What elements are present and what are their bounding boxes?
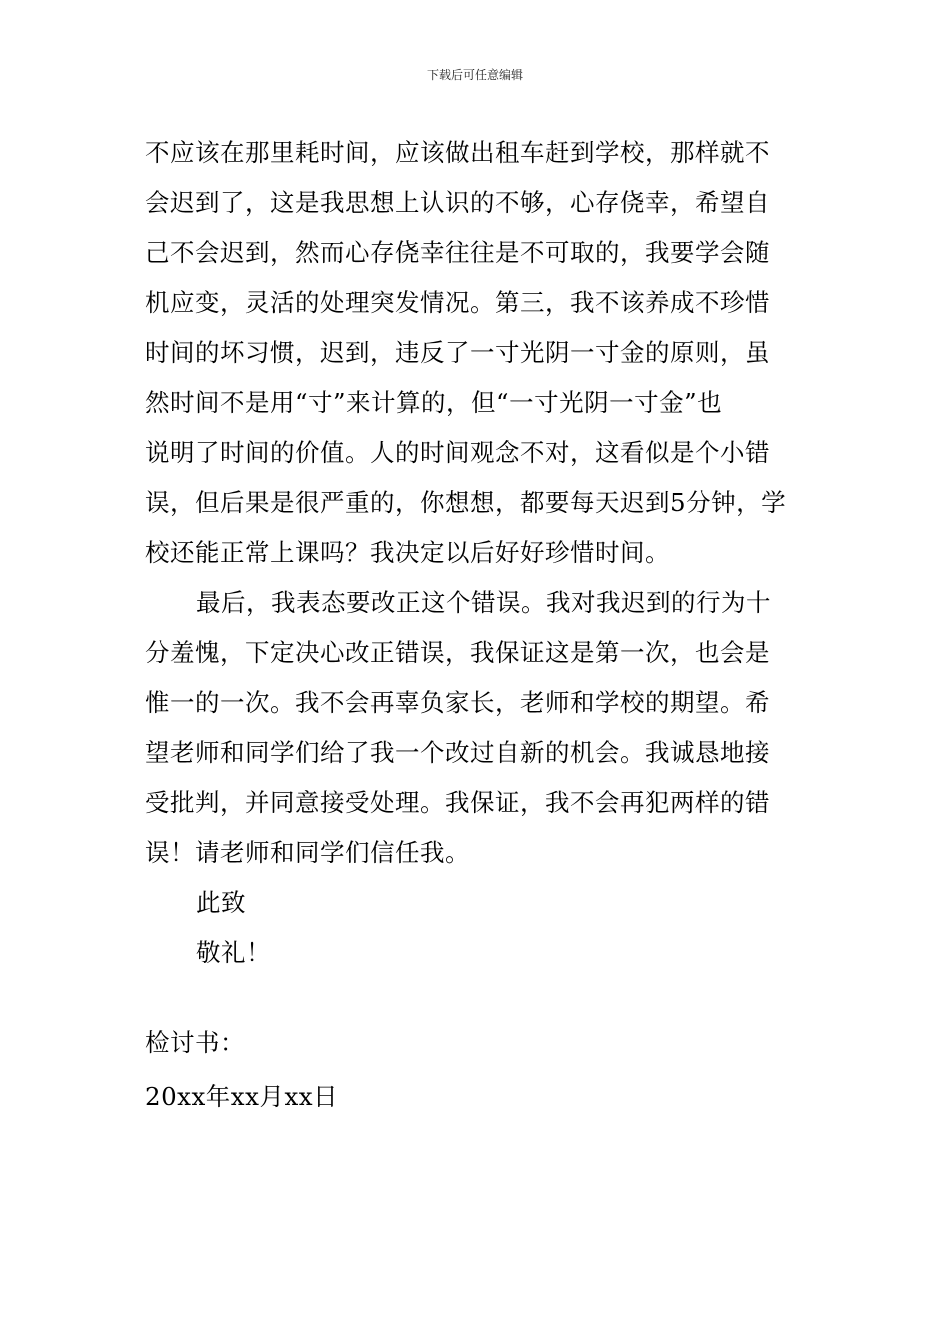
text-line: 时间的坏习惯，迟到，违反了一寸光阴一寸金的原则，虽 (145, 338, 770, 367)
text-line: 己不会迟到，然而心存侥幸往往是不可取的，我要学会随 (145, 238, 770, 267)
text-line: 惟一的一次。我不会再辜负家长，老师和学校的期望。希 (145, 688, 770, 717)
text-line: 会迟到了，这是我思想上认识的不够，心存侥幸，希望自 (145, 188, 770, 217)
text-line: 误！请老师和同学们信任我。 (145, 838, 470, 867)
text-line: 机应变，灵活的处理突发情况。第三，我不该养成不珍惜 (145, 288, 770, 317)
text-line: 不应该在那里耗时间，应该做出租车赶到学校，那样就不 (145, 138, 770, 167)
closing-regards: 敬礼！ (196, 938, 271, 967)
page-header: 下载后可任意编辑 (426, 68, 523, 82)
signature-date: 20xx年xx月xx日 (145, 1082, 339, 1111)
text-line: 校还能正常上课吗？我决定以后好好珍惜时间。 (145, 538, 670, 567)
text-line: 受批判，并同意接受处理。我保证，我不会再犯两样的错 (145, 788, 770, 817)
text-line: 误，但后果是很严重的，你想想，都要每天迟到5分钟，学 (145, 488, 787, 517)
text-line: 然时间不是用“寸”来计算的，但“一寸光阴一寸金”也 (145, 388, 723, 417)
closing-salutation: 此致 (196, 888, 246, 917)
text-line: 分羞愧，下定决心改正错误，我保证这是第一次，也会是 (145, 638, 770, 667)
letter-body (145, 128, 810, 978)
text-line: 望老师和同学们给了我一个改过自新的机会。我诚恳地接 (145, 738, 770, 767)
signature-block (145, 1016, 810, 1124)
text-line: 说明了时间的价值。人的时间观念不对，这看似是个小错 (145, 438, 770, 467)
signature-label: 检讨书： (145, 1028, 245, 1057)
text-line: 最后，我表态要改正这个错误。我对我迟到的行为十 (196, 588, 771, 617)
